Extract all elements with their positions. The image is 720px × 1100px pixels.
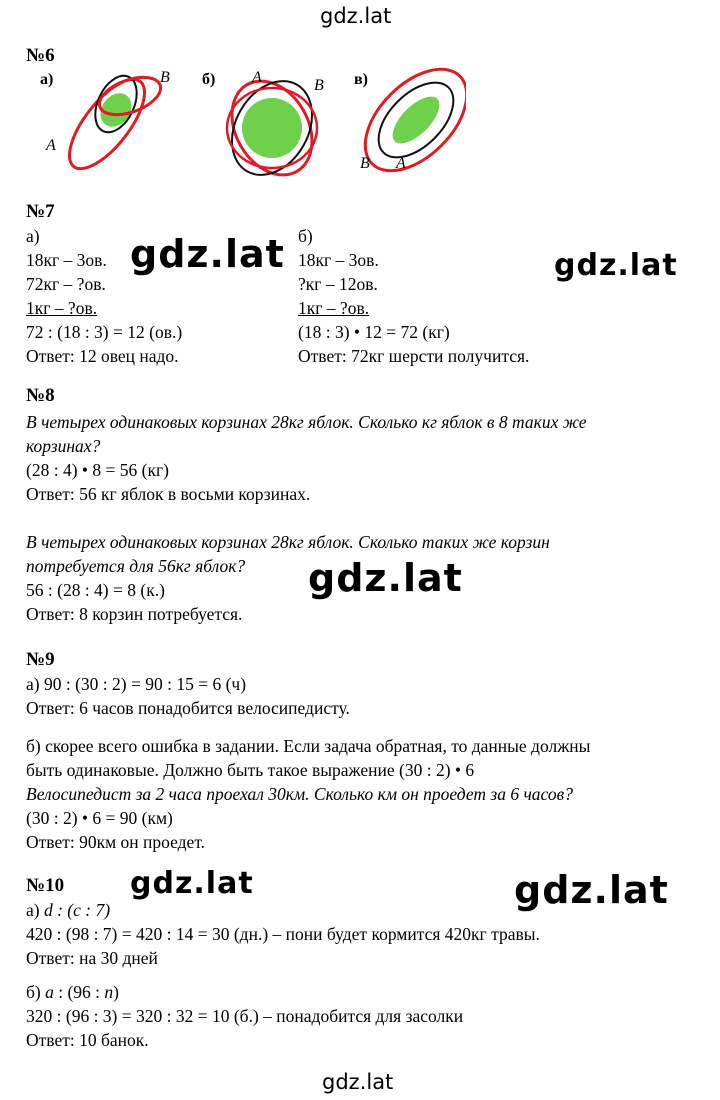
- task8-solution1: (28 : 4) • 8 = 56 (кг): [26, 460, 169, 480]
- figure-c-letter-a: A: [396, 155, 406, 172]
- task9-answer-b: Ответ: 90км он проедет.: [26, 832, 206, 852]
- task9-part-b-line2: быть одинаковые. Должно быть такое выражение (30 : 2) • 6: [26, 760, 475, 780]
- task7-right-0: б): [298, 226, 313, 246]
- task10-part-b-prefix: б): [26, 982, 46, 1002]
- task8-question1-line2: корзинах?: [26, 436, 101, 456]
- task9-part-a: а) 90 : (30 : 2) = 90 : 15 = 6 (ч): [26, 674, 247, 694]
- task6-figures: [36, 60, 466, 190]
- task10-part-b-end: ): [113, 982, 119, 1002]
- task9-part-b-solution: (30 : 2) • 6 = 90 (км): [26, 808, 173, 828]
- figure-b-label: б): [202, 71, 216, 88]
- task10-part-b-expr: [26, 980, 119, 1004]
- task7-right-1: 18кг – 3ов.: [298, 250, 379, 270]
- figure-c: [347, 60, 466, 189]
- figure-a-letter-a: A: [46, 137, 56, 154]
- task10-part-b-solution: 320 : (96 : 3) = 320 : 32 = 10 (б.) – понадобится для засолки: [26, 1006, 464, 1026]
- watermark-top: gdz.lat: [320, 4, 392, 28]
- figure-c-label: в): [354, 71, 368, 88]
- watermark-2: gdz.lat: [554, 248, 678, 283]
- task8-question2-line1: В четырех одинаковых корзинах 28кг яблок. Сколько таких же корзин: [26, 532, 550, 552]
- figure-a-label: а): [40, 71, 54, 88]
- figure-b: [202, 67, 328, 190]
- task9-part-b-question: Велосипедист за 2 часа проехал 30км. Сколько км он проедет за 6 часов?: [26, 784, 573, 804]
- task8-title: №8: [26, 385, 55, 406]
- figure-c-inner: [385, 89, 447, 151]
- task10-part-b-var-n: n: [104, 982, 114, 1002]
- task7-right-5: Ответ: 72кг шерсти получится.: [298, 346, 530, 366]
- watermark-4: gdz.lat: [130, 866, 254, 901]
- figure-b-letter-b: B: [314, 77, 324, 94]
- task8-question1-line1: В четырех одинаковых корзинах 28кг яблок. Сколько кг яблок в 8 таких же: [26, 412, 587, 432]
- task10-answer-a: Ответ: на 30 дней: [26, 948, 158, 968]
- task10-title: №10: [26, 875, 65, 896]
- watermark-5: gdz.lat: [514, 868, 669, 912]
- task7-left-0: а): [26, 226, 40, 246]
- task9-answer-a: Ответ: 6 часов понадобится велосипедисту.: [26, 698, 350, 718]
- watermark-1: gdz.lat: [130, 232, 285, 276]
- task7-left-2: 72кг – ?ов.: [26, 274, 106, 294]
- figure-c-letter-b: B: [360, 155, 370, 172]
- task8-solution2: 56 : (28 : 4) = 8 (к.): [26, 580, 165, 600]
- task10-part-a-prefix: а): [26, 900, 44, 920]
- task7-right-3: 1кг – ?ов.: [298, 298, 370, 318]
- figure-a-letter-b: B: [160, 69, 170, 86]
- task8-answer1: Ответ: 56 кг яблок в восьми корзинах.: [26, 484, 311, 504]
- watermark-3: gdz.lat: [308, 556, 463, 600]
- watermark-bottom: gdz.lat: [322, 1070, 394, 1094]
- task6-title: №6: [26, 45, 55, 66]
- task9-part-b-line1: б) скорее всего ошибка в задании. Если задача обратная, то данные должны: [26, 736, 591, 756]
- task7-left-5: Ответ: 12 овец надо.: [26, 346, 179, 366]
- task8-question2-line2: потребуется для 56кг яблок?: [26, 556, 246, 576]
- task7-title: №7: [26, 201, 55, 222]
- task10-part-a-formula: d : (c : 7): [43, 900, 111, 920]
- task10-part-a-solution: 420 : (98 : 7) = 420 : 14 = 30 (дн.) – пони будет кормится 420кг травы.: [26, 924, 540, 944]
- task9-title: №9: [26, 649, 55, 670]
- task7-right-2: ?кг – 12ов.: [298, 274, 378, 294]
- task10-part-b-mid: : (96 :: [53, 982, 105, 1002]
- task7-left-1: 18кг – 3ов.: [26, 250, 107, 270]
- figure-b-intersection: [242, 98, 302, 158]
- task7-left-3: 1кг – ?ов.: [26, 298, 98, 318]
- task7-left-4: 72 : (18 : 3) = 12 (ов.): [26, 322, 183, 342]
- task10-answer-b: Ответ: 10 банок.: [26, 1030, 149, 1050]
- figure-b-letter-a: A: [252, 69, 262, 86]
- task10-part-a-expr: [26, 898, 110, 922]
- task7-right-4: (18 : 3) • 12 = 72 (кг): [298, 322, 450, 342]
- task8-answer2: Ответ: 8 корзин потребуется.: [26, 604, 243, 624]
- task10-part-b-var-a: a: [45, 982, 54, 1002]
- figure-a: [40, 68, 170, 180]
